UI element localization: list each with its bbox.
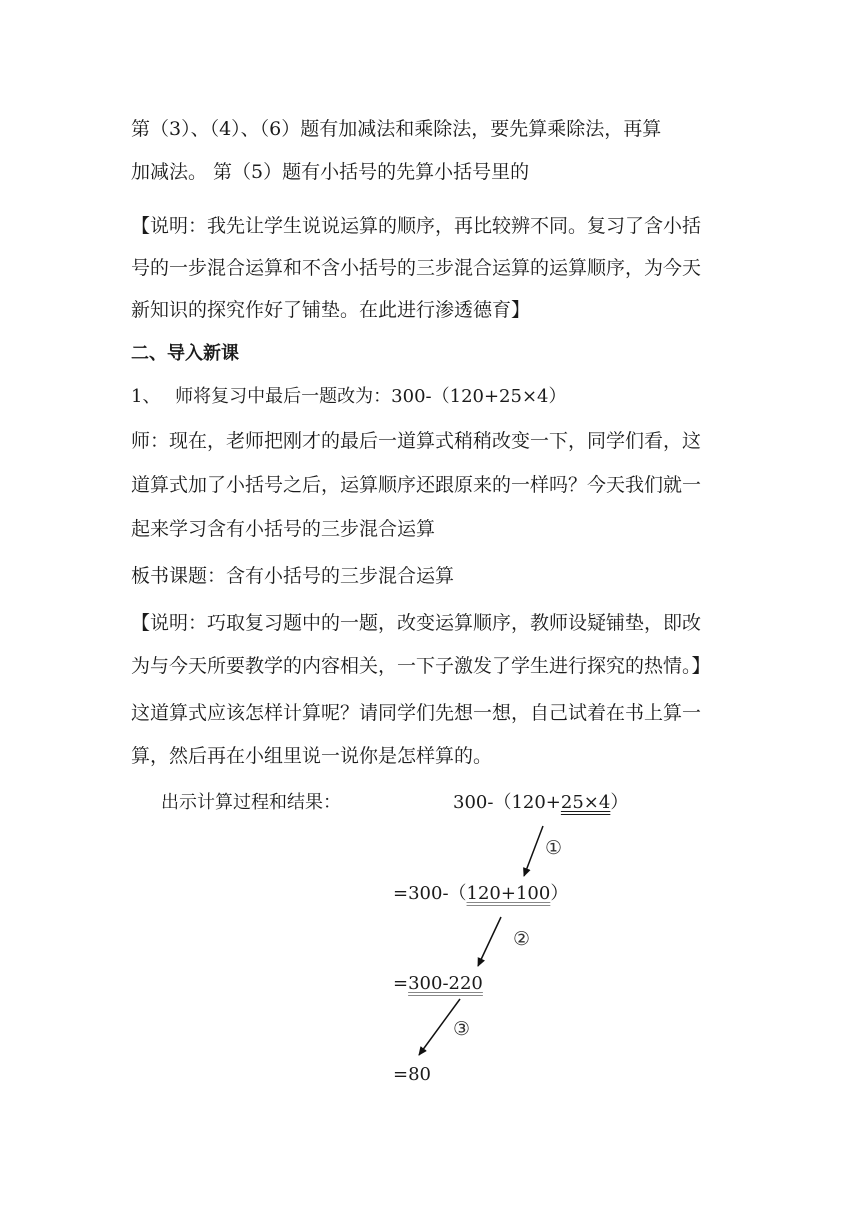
note-line-1: 【说明：我先让学生说说运算的顺序，再比较辨不同。复习了含小括 <box>131 215 702 237</box>
calc-line-3-underlined: 300-220 <box>408 973 483 994</box>
calc-line-3-prefix: = <box>393 973 409 994</box>
note-line-2: 号的一步混合运算和不含小括号的三步混合运算的运算顺序，为今天 <box>131 257 702 279</box>
section-heading: 二、导入新课 <box>131 343 239 364</box>
step-marker-2: ② <box>513 928 531 950</box>
calc-line-2-suffix: ） <box>550 883 569 904</box>
question-line-2: 算，然后再在小组里说一说你是怎样算的。 <box>131 745 493 767</box>
calc-line-2-prefix: =300-（ <box>393 883 467 904</box>
paragraph-line-2: 加减法。 第（5）题有小括号的先算小括号里的 <box>131 161 530 183</box>
calc-line-2-underlined: 120+100 <box>466 883 551 904</box>
calc-result: =80 <box>393 1064 431 1085</box>
note-line-3: 新知识的探究作好了铺垫。在此进行渗透德育】 <box>131 299 531 321</box>
question-line-1: 这道算式应该怎样计算呢？请同学们先想一想，自己试着在书上算一 <box>131 702 702 724</box>
note2-line-2: 为与今天所要教学的内容相关，一下子激发了学生进行探究的热情。】 <box>131 655 711 677</box>
calc-label: 出示计算过程和结果： <box>161 792 341 813</box>
step-marker-3: ③ <box>453 1018 471 1040</box>
step-item-1: 1、 师将复习中最后一题改为：300-（120+25×4） <box>131 386 567 407</box>
calc-line-1-suffix: ） <box>610 792 629 813</box>
arrow-step-1 <box>524 826 543 876</box>
board-title: 板书课题：含有小括号的三步混合运算 <box>131 565 455 587</box>
arrow-step-2 <box>478 917 501 966</box>
calc-line-1-prefix: 300-（120+ <box>453 792 561 813</box>
teacher-line-3: 起来学习含有小括号的三步混合运算 <box>131 518 436 540</box>
teacher-line-1: 师：现在，老师把刚才的最后一道算式稍稍改变一下，同学们看，这 <box>131 430 702 452</box>
note2-line-1: 【说明：巧取复习题中的一题，改变运算顺序，教师设疑铺垫，即改 <box>131 612 702 634</box>
step-marker-1: ① <box>545 837 563 859</box>
arrow-step-3 <box>419 999 460 1055</box>
paragraph-line-1: 第（3）、（4）、（6）题有加减法和乘除法，要先算乘除法，再算 <box>131 118 662 140</box>
calc-line-1-underlined: 25×4 <box>560 792 611 813</box>
teacher-line-2: 道算式加了小括号之后，运算顺序还跟原来的一样吗？今天我们就一 <box>131 474 702 496</box>
